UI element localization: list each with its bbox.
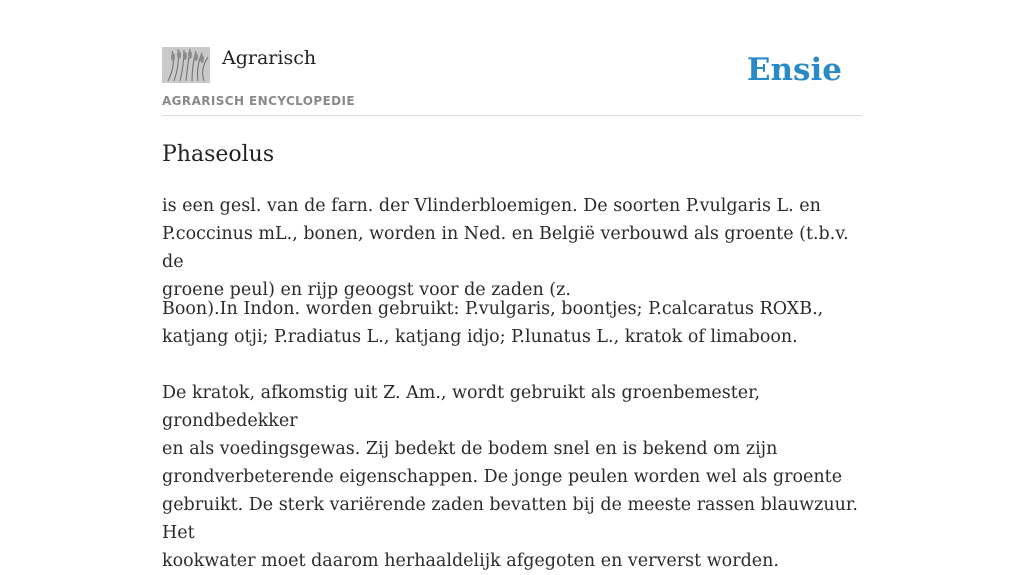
header: [162, 0, 862, 116]
article-title: Phaseolus: [162, 142, 275, 167]
wheat-logo-icon[interactable]: [162, 47, 210, 83]
source-name[interactable]: Agrarisch: [222, 47, 317, 69]
article-paragraph-1: is een gesl. van de farn. der Vlinderbloemigen. De soorten P.vulgaris L. en P.coccinus mL., bonen, worden in Ned. en België verbouwd als groente (t.b.v. de groene peul) en rijp geoogst voor de zaden (z.: [162, 196, 849, 300]
article-paragraph-3: De kratok, afkomstig uit Z. Am., wordt gebruikt als groenbemester, grondbedekker en als voedingsgewas. Zij bedekt de bodem snel en is bekend om zijn grondverbeterende eigenschappen. De jonge peulen worden wel als groente gebruikt. De sterk variërende zaden bevatten bij de meeste rassen blauwzuur. Het kookwater moet daarom herhaaldelijk afgegoten en ververst worden.: [162, 383, 858, 571]
source-subtitle[interactable]: AGRARISCH ENCYCLOPEDIE: [162, 94, 355, 108]
article-paragraph-2: Boon).In Indon. worden gebruikt: P.vulgaris, boontjes; P.calcaratus ROXB., katjang otji; P.radiatus L., katjang idjo; P.lunatus L., kratok of limaboon.: [162, 299, 824, 347]
brand-logo-text[interactable]: Ensie: [746, 52, 842, 88]
